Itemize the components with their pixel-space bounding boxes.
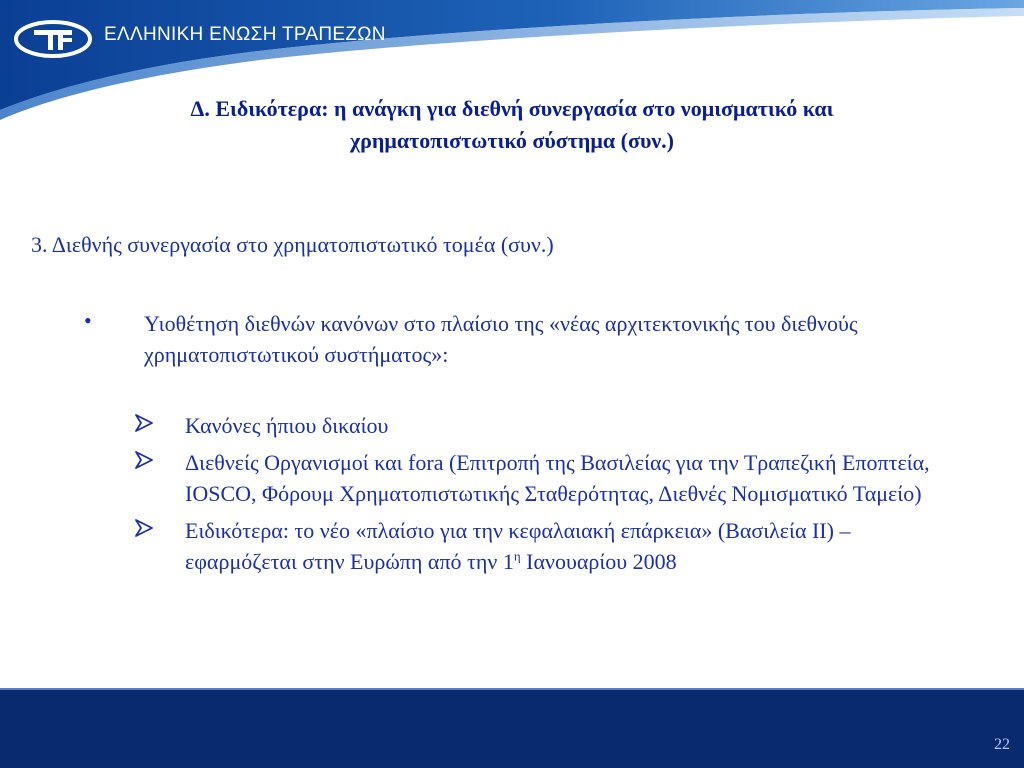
slide-title-line-1: Δ. Ειδικότερα: η ανάγκη για διεθνή συνεργασία στο νομισματικό και <box>190 96 834 121</box>
list-item-text-start: Ειδικότερα: το νέο «πλαίσιο για την κεφαλαιακή επάρκεια» (Βασιλεία ΙΙ) – εφαρμόζεται στην Ευρώπη από την 1 <box>185 518 851 574</box>
list-item <box>134 447 954 509</box>
list-item <box>134 515 954 577</box>
bullet-marker: • <box>84 308 92 333</box>
bullet-text: Υιοθέτηση διεθνών κανόνων στο πλαίσιο της «νέας αρχιτεκτονικής του διεθνούς χρηματοπιστωτικού συστήματος»: <box>144 311 858 367</box>
list-item-text: Διεθνείς Οργανισμοί και fora (Επιτροπή της Βασιλείας για την Τραπεζική Εποπτεία, IOSCO, Φόρουμ Χρηματοπιστωτικής Σταθερότητας, Διεθνές Νομισματικό Ταμείο) <box>185 450 930 506</box>
slide-title-line-2: χρηματοπιστωτικό σύστημα (συν.) <box>349 128 675 153</box>
page-number: 22 <box>994 736 1010 753</box>
bank-association-logo <box>14 20 92 58</box>
list-item-text-end: Ιανουαρίου 2008 <box>520 549 677 574</box>
arrow-bullet-icon <box>134 450 154 470</box>
footer-bar <box>0 688 1024 768</box>
list-item <box>134 410 954 441</box>
list-item-text <box>185 515 954 577</box>
list-item-text: Κανόνες ήπιου δικαίου <box>185 413 389 438</box>
section-heading: 3. Διεθνής συνεργασία στο χρηματοπιστωτικό τομέα (συν.) <box>31 232 554 257</box>
ordinal-superscript: η <box>513 548 521 564</box>
arrow-bullet-icon <box>134 518 154 538</box>
slide-title <box>60 93 964 157</box>
footer-divider <box>0 688 1024 690</box>
organization-name: ΕΛΛΗΝΙΚΗ ΕΝΩΣΗ ΤΡΑΠΕΖΩΝ <box>104 24 386 45</box>
arrow-bullet-icon <box>134 413 154 433</box>
sub-bullet-list <box>134 410 954 583</box>
